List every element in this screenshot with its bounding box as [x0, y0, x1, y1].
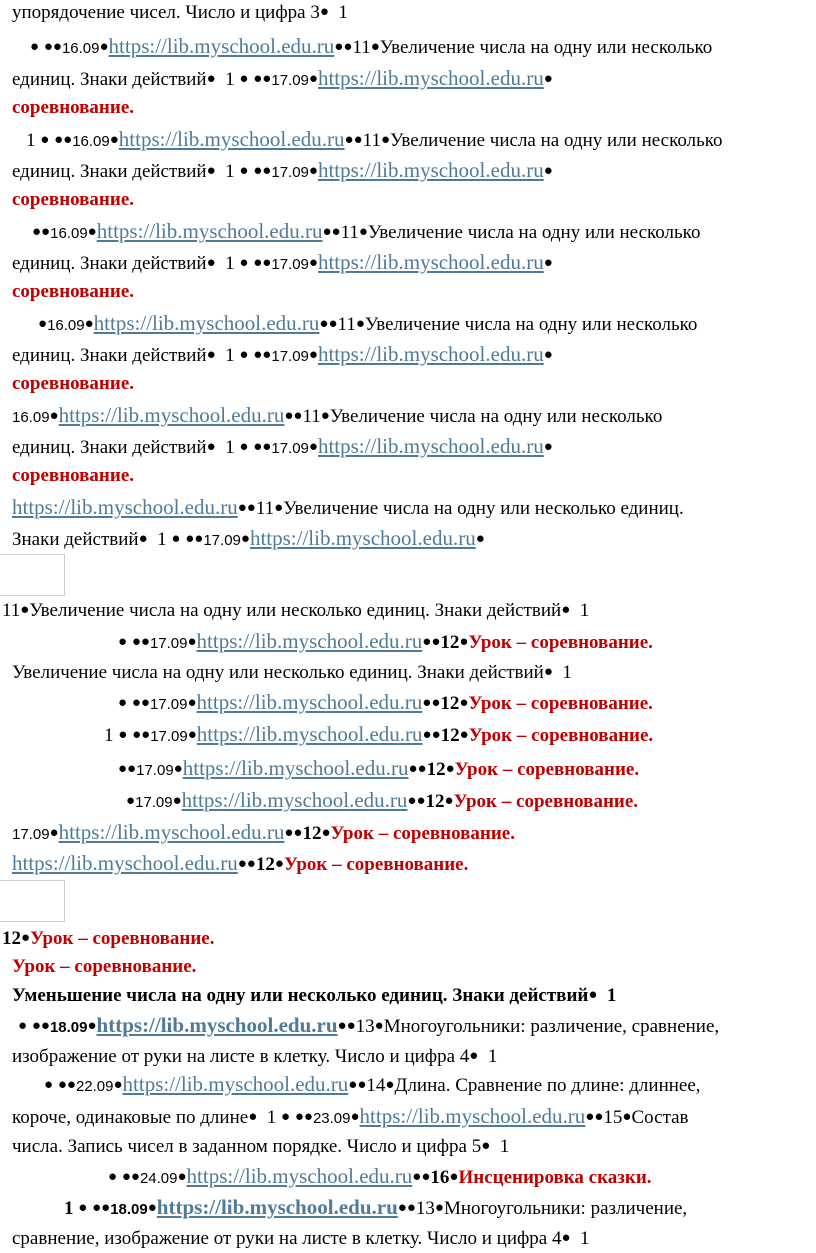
resource-link[interactable]: https://lib.myschool.edu.ru — [317, 158, 544, 182]
resource-link[interactable]: https://lib.myschool.edu.ru — [186, 1164, 413, 1188]
text-line: ●16.09●https://lib.myschool.edu.ru●●11●Увеличение числа на одну или несколько — [38, 311, 698, 335]
resource-link[interactable]: https://lib.myschool.edu.ru — [317, 342, 544, 366]
resource-link[interactable]: https://lib.myschool.edu.ru — [12, 495, 238, 519]
lesson-title: соревнование. — [12, 373, 135, 394]
text-line: ● ●●17.09●https://lib.myschool.edu.ru●●12●Урок – соревнование. — [118, 690, 653, 714]
resource-link[interactable]: https://lib.myschool.edu.ru — [12, 851, 238, 875]
text-line: ● ●●22.09●https://lib.myschool.edu.ru●●14●Длина. Сравнение по длине: длиннее, — [44, 1072, 701, 1096]
text-line: единиц. Знаки действий● 1 ● ●●17.09●https://lib.myschool.edu.ru● — [12, 434, 553, 458]
resource-link[interactable]: https://lib.myschool.edu.ru — [96, 1013, 338, 1037]
lesson-title: соревнование. — [12, 97, 135, 118]
text-line: ●17.09●https://lib.myschool.edu.ru●●12●Урок – соревнование. — [126, 788, 639, 812]
text-line: упорядочение чисел. Число и цифра 3● 1 — [12, 2, 348, 23]
text-line: 11●Увеличение числа на одну или несколько единиц. Знаки действий● 1 — [2, 600, 590, 621]
resource-link[interactable]: https://lib.myschool.edu.ru — [58, 820, 285, 844]
text-line: 16.09●https://lib.myschool.edu.ru●●11●Увеличение числа на одну или несколько — [12, 403, 663, 427]
resource-link[interactable]: https://lib.myschool.edu.ru — [118, 127, 345, 151]
text-line: числа. Запись чисел в заданном порядке. Число и цифра 5● 1 — [12, 1136, 510, 1157]
text-line: ● ●●17.09●https://lib.myschool.edu.ru●●12●Урок – соревнование. — [118, 629, 653, 653]
text-line: ●●17.09●https://lib.myschool.edu.ru●●12●Урок – соревнование. — [118, 756, 640, 780]
text-line: единиц. Знаки действий● 1 ● ●●17.09●https://lib.myschool.edu.ru● — [12, 250, 553, 274]
resource-link[interactable]: https://lib.myschool.edu.ru — [196, 629, 423, 653]
text-line: https://lib.myschool.edu.ru●●11●Увеличение числа на одну или несколько единиц. — [12, 495, 684, 519]
resource-link[interactable]: https://lib.myschool.edu.ru — [359, 1104, 586, 1128]
resource-link[interactable]: https://lib.myschool.edu.ru — [181, 788, 408, 812]
text-line: единиц. Знаки действий● 1 ● ●●17.09●https://lib.myschool.edu.ru● — [12, 342, 553, 366]
lesson-title: соревнование. — [12, 281, 135, 302]
resource-link[interactable]: https://lib.myschool.edu.ru — [196, 722, 423, 746]
text-line: 17.09●https://lib.myschool.edu.ru●●12●Урок – соревнование. — [12, 820, 515, 844]
text-line: единиц. Знаки действий● 1 ● ●●17.09●https://lib.myschool.edu.ru● — [12, 66, 553, 90]
text-line: короче, одинаковые по длине● 1 ● ●●23.09●https://lib.myschool.edu.ru●●15●Состав — [12, 1104, 689, 1128]
text-line: 1 ● ●●17.09●https://lib.myschool.edu.ru●●12●Урок – соревнование. — [104, 722, 654, 746]
lesson-title: Урок – соревнование. — [12, 956, 197, 977]
resource-link[interactable]: https://lib.myschool.edu.ru — [108, 34, 335, 58]
resource-link[interactable]: https://lib.myschool.edu.ru — [93, 311, 320, 335]
text-line: ● ●●16.09●https://lib.myschool.edu.ru●●11●Увеличение числа на одну или несколько — [30, 34, 713, 58]
resource-link[interactable]: https://lib.myschool.edu.ru — [317, 434, 544, 458]
empty-table-cell — [0, 880, 65, 922]
text-line: 1 ● ●●16.09●https://lib.myschool.edu.ru●●11●Увеличение числа на одну или несколько — [26, 127, 723, 151]
empty-table-cell — [0, 554, 65, 596]
text-line: ● ●●24.09●https://lib.myschool.edu.ru●●16●Инсценировка сказки. — [108, 1164, 652, 1188]
resource-link[interactable]: https://lib.myschool.edu.ru — [182, 756, 409, 780]
resource-link[interactable]: https://lib.myschool.edu.ru — [249, 526, 476, 550]
text-line: Увеличение числа на одну или несколько единиц. Знаки действий● 1 — [12, 662, 572, 683]
text-line: единиц. Знаки действий● 1 ● ●●17.09●https://lib.myschool.edu.ru● — [12, 158, 553, 182]
text-line: 12●Урок – соревнование. — [2, 928, 215, 949]
lesson-title: соревнование. — [12, 465, 135, 486]
resource-link[interactable]: https://lib.myschool.edu.ru — [122, 1072, 349, 1096]
resource-link[interactable]: https://lib.myschool.edu.ru — [196, 690, 423, 714]
text-line: 1 ● ●●18.09●https://lib.myschool.edu.ru●●13●Многоугольники: различение, — [64, 1195, 688, 1219]
resource-link[interactable]: https://lib.myschool.edu.ru — [96, 219, 323, 243]
text-line: Уменьшение числа на одну или несколько единиц. Знаки действий● 1 — [12, 985, 617, 1006]
text-line: сравнение, изображение от руки на листе в клетку. Число и цифра 4● 1 — [12, 1228, 590, 1249]
text-line: https://lib.myschool.edu.ru●●12●Урок – соревнование. — [12, 851, 469, 875]
lesson-title: соревнование. — [12, 189, 135, 210]
text-line: Знаки действий● 1 ● ●●17.09●https://lib.myschool.edu.ru● — [12, 526, 485, 550]
resource-link[interactable]: https://lib.myschool.edu.ru — [58, 403, 285, 427]
text-line: ● ●●18.09●https://lib.myschool.edu.ru●●13●Многоугольники: различение, сравнение, — [18, 1013, 720, 1037]
resource-link[interactable]: https://lib.myschool.edu.ru — [317, 250, 544, 274]
resource-link[interactable]: https://lib.myschool.edu.ru — [156, 1195, 398, 1219]
resource-link[interactable]: https://lib.myschool.edu.ru — [317, 66, 544, 90]
text-line: ●●16.09●https://lib.myschool.edu.ru●●11●Увеличение числа на одну или несколько — [32, 219, 701, 243]
text-line: изображение от руки на листе в клетку. Число и цифра 4● 1 — [12, 1046, 498, 1067]
